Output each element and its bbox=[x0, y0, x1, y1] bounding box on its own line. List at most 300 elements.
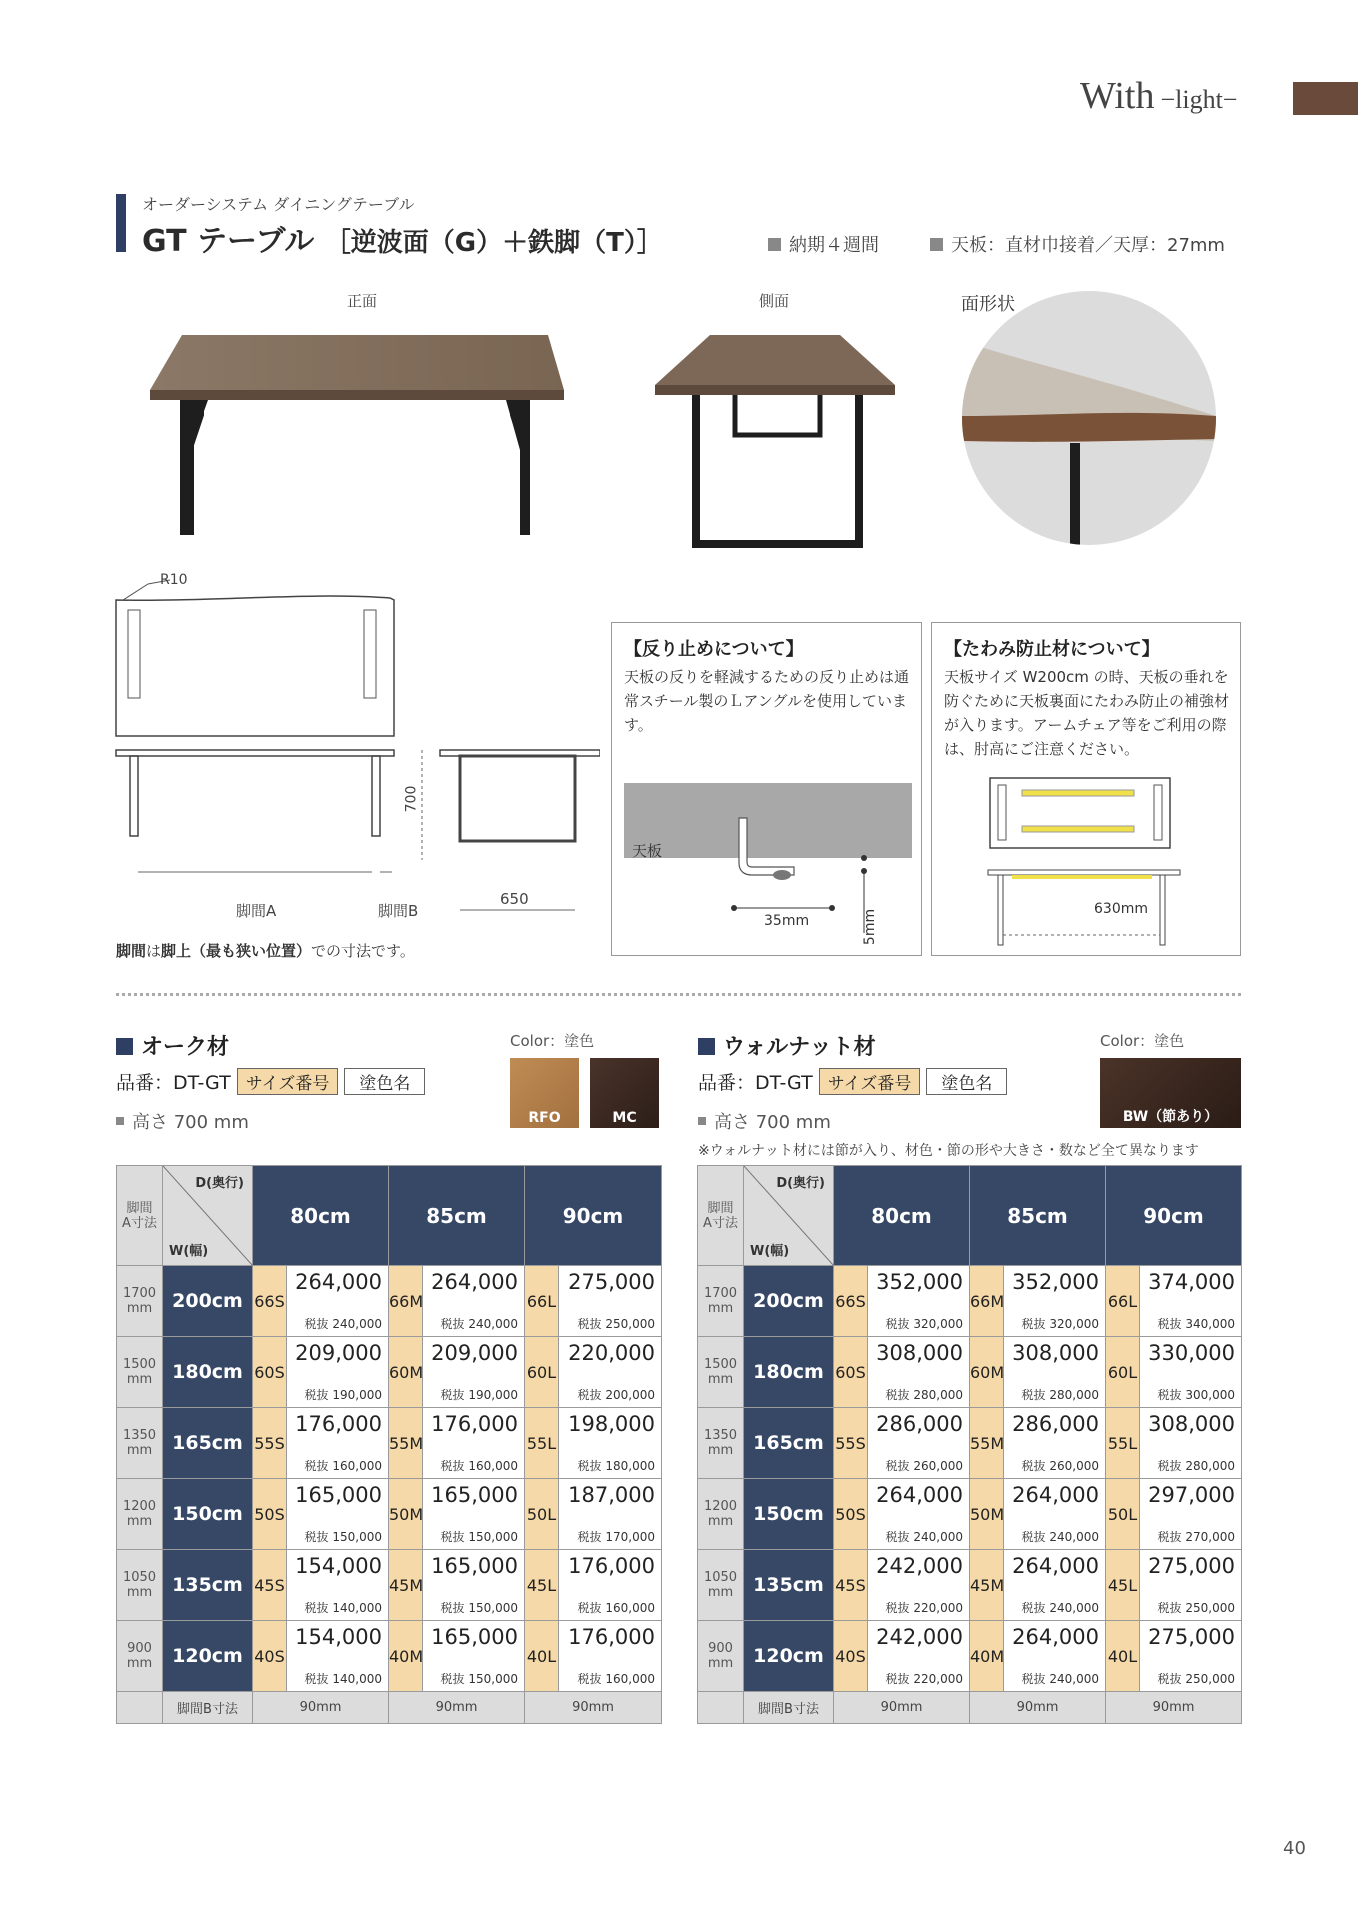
price-incl-tax: 165,000 bbox=[295, 1483, 382, 1507]
width-cell: 135cm bbox=[744, 1550, 834, 1621]
a-dim-cell bbox=[117, 1550, 163, 1621]
oak-heading-text: オーク材 bbox=[141, 1035, 230, 1060]
price-excl-tax: 税抜 150,000 bbox=[440, 1530, 518, 1544]
price-incl-tax: 242,000 bbox=[876, 1625, 963, 1649]
price-incl-tax: 264,000 bbox=[431, 1270, 518, 1294]
price-cell bbox=[868, 1621, 970, 1692]
foot-empty bbox=[698, 1692, 744, 1724]
price-excl-tax: 税抜 250,000 bbox=[1157, 1601, 1235, 1615]
size-code: 66S bbox=[253, 1266, 287, 1337]
price-cell bbox=[868, 1408, 970, 1479]
price-incl-tax: 264,000 bbox=[876, 1483, 963, 1507]
oak-price-table bbox=[116, 1165, 662, 1724]
size-code: 60L bbox=[1106, 1337, 1140, 1408]
price-cell bbox=[1140, 1479, 1242, 1550]
size-code: 60S bbox=[834, 1337, 868, 1408]
front-view-label: 正面 bbox=[347, 292, 378, 310]
price-excl-tax: 税抜 260,000 bbox=[1021, 1459, 1099, 1473]
price-incl-tax: 264,000 bbox=[1012, 1483, 1099, 1507]
a-dim-unit: mm bbox=[707, 1372, 734, 1387]
price-cell bbox=[868, 1550, 970, 1621]
price-incl-tax: 374,000 bbox=[1148, 1270, 1235, 1294]
a-dim-value: 1350 bbox=[703, 1428, 738, 1443]
price-cell bbox=[868, 1479, 970, 1550]
price-cell bbox=[1004, 1408, 1106, 1479]
price-excl-tax: 税抜 160,000 bbox=[577, 1672, 655, 1686]
dim-5mm: 5mm bbox=[862, 908, 879, 946]
price-excl-tax: 税抜 240,000 bbox=[440, 1317, 518, 1331]
price-incl-tax: 352,000 bbox=[876, 1270, 963, 1294]
price-incl-tax: 176,000 bbox=[295, 1412, 382, 1436]
size-code: 66M bbox=[389, 1266, 423, 1337]
price-excl-tax: 税抜 280,000 bbox=[1157, 1459, 1235, 1473]
price-excl-tax: 税抜 240,000 bbox=[304, 1317, 382, 1331]
table-row bbox=[117, 1266, 662, 1337]
price-cell bbox=[287, 1266, 389, 1337]
foot-value: 90mm bbox=[1106, 1692, 1242, 1724]
a-dim-unit: mm bbox=[126, 1301, 153, 1316]
price-incl-tax: 275,000 bbox=[1148, 1554, 1235, 1578]
oak-height bbox=[116, 1108, 249, 1134]
price-incl-tax: 242,000 bbox=[876, 1554, 963, 1578]
a-dim-value: 1500 bbox=[122, 1357, 157, 1372]
table-row bbox=[117, 1479, 662, 1550]
price-incl-tax: 187,000 bbox=[568, 1483, 655, 1507]
price-excl-tax: 税抜 140,000 bbox=[304, 1672, 382, 1686]
a-dim-cell bbox=[698, 1550, 744, 1621]
price-cell bbox=[1004, 1266, 1106, 1337]
a-dim-cell bbox=[117, 1337, 163, 1408]
walnut-height bbox=[698, 1108, 831, 1134]
price-cell bbox=[559, 1408, 662, 1479]
price-excl-tax: 税抜 200,000 bbox=[577, 1388, 655, 1402]
price-cell bbox=[287, 1550, 389, 1621]
side-table-image bbox=[650, 330, 905, 560]
oak-swatch-rfo: RFO bbox=[510, 1058, 579, 1128]
size-code: 55S bbox=[253, 1408, 287, 1479]
a-dim-unit: mm bbox=[707, 1514, 734, 1529]
price-excl-tax: 税抜 220,000 bbox=[885, 1601, 963, 1615]
width-cell: 120cm bbox=[163, 1621, 253, 1692]
d-label: D(奥行) bbox=[776, 1176, 825, 1191]
price-incl-tax: 165,000 bbox=[431, 1554, 518, 1578]
col-header: 85cm bbox=[389, 1166, 525, 1266]
size-code: 50M bbox=[970, 1479, 1004, 1550]
size-code: 55M bbox=[389, 1408, 423, 1479]
foot-label: 脚間B寸法 bbox=[163, 1692, 253, 1724]
price-incl-tax: 286,000 bbox=[876, 1412, 963, 1436]
edge-view-label: 面形状 bbox=[961, 294, 1015, 315]
width-cell: 150cm bbox=[163, 1479, 253, 1550]
table-row bbox=[698, 1550, 1242, 1621]
square-icon bbox=[768, 238, 781, 251]
price-cell bbox=[423, 1337, 525, 1408]
size-code: 40L bbox=[1106, 1621, 1140, 1692]
width-cell: 150cm bbox=[744, 1479, 834, 1550]
a-label2: A寸法 bbox=[703, 1215, 738, 1231]
size-code: 60M bbox=[389, 1337, 423, 1408]
price-incl-tax: 308,000 bbox=[1148, 1412, 1235, 1436]
side-view-label: 側面 bbox=[759, 292, 790, 310]
a-dim-value: 1700 bbox=[122, 1286, 157, 1301]
price-excl-tax: 税抜 250,000 bbox=[1157, 1672, 1235, 1686]
size-code: 50L bbox=[525, 1479, 559, 1550]
table-row bbox=[698, 1479, 1242, 1550]
oak-heading bbox=[116, 1030, 229, 1061]
price-excl-tax: 税抜 300,000 bbox=[1157, 1388, 1235, 1402]
a-dim-value: 1500 bbox=[703, 1357, 738, 1372]
width-cell: 180cm bbox=[163, 1337, 253, 1408]
price-cell bbox=[1004, 1337, 1106, 1408]
price-excl-tax: 税抜 280,000 bbox=[885, 1388, 963, 1402]
table-row bbox=[698, 1408, 1242, 1479]
square-icon bbox=[116, 1038, 133, 1055]
price-cell bbox=[868, 1337, 970, 1408]
price-cell bbox=[1140, 1408, 1242, 1479]
price-incl-tax: 165,000 bbox=[431, 1625, 518, 1649]
a-dim-unit: mm bbox=[126, 1443, 153, 1458]
foot-value: 90mm bbox=[525, 1692, 662, 1724]
price-incl-tax: 154,000 bbox=[295, 1554, 382, 1578]
price-excl-tax: 税抜 150,000 bbox=[440, 1672, 518, 1686]
square-icon bbox=[116, 1117, 124, 1125]
a-dim-header bbox=[698, 1166, 744, 1266]
size-code: 50L bbox=[1106, 1479, 1140, 1550]
a-dim-unit: mm bbox=[126, 1372, 153, 1387]
price-cell bbox=[559, 1337, 662, 1408]
size-code: 50S bbox=[253, 1479, 287, 1550]
walnut-price-table bbox=[697, 1165, 1242, 1724]
price-incl-tax: 176,000 bbox=[431, 1412, 518, 1436]
a-dim-cell bbox=[117, 1621, 163, 1692]
price-excl-tax: 税抜 280,000 bbox=[1021, 1388, 1099, 1402]
price-excl-tax: 税抜 190,000 bbox=[440, 1388, 518, 1402]
size-code: 40L bbox=[525, 1621, 559, 1692]
a-label2: A寸法 bbox=[122, 1215, 157, 1231]
foot-value: 90mm bbox=[970, 1692, 1106, 1724]
price-excl-tax: 税抜 240,000 bbox=[1021, 1672, 1099, 1686]
a-dim-value: 900 bbox=[708, 1641, 733, 1656]
size-code: 45M bbox=[970, 1550, 1004, 1621]
price-cell bbox=[1004, 1621, 1106, 1692]
walnut-warning: ※ウォルナット材には節が入り、材色・節の形や大きさ・数など全て異なります bbox=[698, 1143, 1199, 1159]
oak-color-label: Color：塗色 bbox=[510, 1032, 595, 1050]
table-row bbox=[117, 1408, 662, 1479]
a-dim-unit: mm bbox=[707, 1656, 734, 1671]
price-incl-tax: 198,000 bbox=[568, 1412, 655, 1436]
page-subtitle: オーダーシステム ダイニングテーブル bbox=[142, 195, 415, 214]
a-dim-value: 1700 bbox=[703, 1286, 738, 1301]
foot-value: 90mm bbox=[253, 1692, 389, 1724]
foot-value: 90mm bbox=[389, 1692, 525, 1724]
price-cell bbox=[868, 1266, 970, 1337]
width-cell: 200cm bbox=[163, 1266, 253, 1337]
col-header: 90cm bbox=[1106, 1166, 1242, 1266]
spec-delivery-text: 納期４週間 bbox=[789, 235, 879, 256]
price-excl-tax: 税抜 150,000 bbox=[304, 1530, 382, 1544]
a-dim-unit: mm bbox=[707, 1585, 734, 1600]
a-dim-unit: mm bbox=[126, 1585, 153, 1600]
front-table-image bbox=[150, 320, 580, 550]
note1-text: 天板の反りを軽減するための反り止めは通常スチール製のＬアングルを使用しています。 bbox=[624, 668, 910, 734]
size-code: 66L bbox=[1106, 1266, 1140, 1337]
deflection-diagram bbox=[982, 773, 1187, 951]
table-row bbox=[698, 1337, 1242, 1408]
price-excl-tax: 税抜 160,000 bbox=[440, 1459, 518, 1473]
size-code: 55M bbox=[970, 1408, 1004, 1479]
square-icon bbox=[930, 238, 943, 251]
a-dim-value: 1350 bbox=[122, 1428, 157, 1443]
price-incl-tax: 176,000 bbox=[568, 1625, 655, 1649]
walnut-height-text: 高さ 700 mm bbox=[714, 1112, 831, 1133]
title-sub: ［逆波面（G）＋鉄脚（T）］ bbox=[324, 228, 663, 258]
price-cell bbox=[1004, 1550, 1106, 1621]
oak-product-text: 品番：DT-GT bbox=[116, 1072, 231, 1094]
a-dim-header bbox=[117, 1166, 163, 1266]
price-incl-tax: 330,000 bbox=[1148, 1341, 1235, 1365]
width-cell: 165cm bbox=[163, 1408, 253, 1479]
price-excl-tax: 税抜 150,000 bbox=[440, 1601, 518, 1615]
size-code: 40S bbox=[834, 1621, 868, 1692]
dw-corner bbox=[163, 1166, 253, 1266]
leg-note bbox=[116, 940, 415, 961]
leg-a-label: 脚間A bbox=[236, 902, 277, 920]
price-incl-tax: 308,000 bbox=[876, 1341, 963, 1365]
title-main: GT テーブル bbox=[142, 224, 315, 259]
price-incl-tax: 286,000 bbox=[1012, 1412, 1099, 1436]
price-cell bbox=[1004, 1479, 1106, 1550]
a-dim-value: 1050 bbox=[703, 1570, 738, 1585]
a-dim-unit: mm bbox=[707, 1443, 734, 1458]
leg-b-label: 脚間B bbox=[378, 902, 419, 920]
page-number: 40 bbox=[1283, 1838, 1306, 1859]
price-cell bbox=[1140, 1266, 1242, 1337]
price-excl-tax: 税抜 240,000 bbox=[1021, 1601, 1099, 1615]
walnut-swatch-bw: BW（節あり） bbox=[1100, 1058, 1241, 1128]
brand-main: With bbox=[1080, 75, 1155, 117]
d-label: D(奥行) bbox=[195, 1176, 244, 1191]
price-incl-tax: 209,000 bbox=[431, 1341, 518, 1365]
price-excl-tax: 税抜 240,000 bbox=[1021, 1530, 1099, 1544]
col-header: 85cm bbox=[970, 1166, 1106, 1266]
a-dim-cell bbox=[117, 1266, 163, 1337]
price-incl-tax: 297,000 bbox=[1148, 1483, 1235, 1507]
size-code: 50S bbox=[834, 1479, 868, 1550]
price-excl-tax: 税抜 270,000 bbox=[1157, 1530, 1235, 1544]
price-excl-tax: 税抜 340,000 bbox=[1157, 1317, 1235, 1331]
leg-note-b1: 脚間 bbox=[116, 942, 147, 960]
table-row bbox=[117, 1550, 662, 1621]
price-excl-tax: 税抜 160,000 bbox=[304, 1459, 382, 1473]
walnut-product-text: 品番：DT-GT bbox=[698, 1072, 813, 1094]
a-dim-value: 1050 bbox=[122, 1570, 157, 1585]
price-incl-tax: 275,000 bbox=[568, 1270, 655, 1294]
price-cell bbox=[1140, 1550, 1242, 1621]
a-dim-cell bbox=[117, 1408, 163, 1479]
size-code: 45L bbox=[1106, 1550, 1140, 1621]
brand-logo bbox=[1080, 74, 1237, 118]
width-cell: 120cm bbox=[744, 1621, 834, 1692]
price-excl-tax: 税抜 240,000 bbox=[885, 1530, 963, 1544]
a-dim-unit: mm bbox=[126, 1514, 153, 1529]
leg-note-p2: での寸法です。 bbox=[311, 942, 415, 960]
price-incl-tax: 154,000 bbox=[295, 1625, 382, 1649]
width-cell: 165cm bbox=[744, 1408, 834, 1479]
depth-650-label: 650 bbox=[500, 890, 529, 908]
width-cell: 180cm bbox=[744, 1337, 834, 1408]
price-incl-tax: 264,000 bbox=[295, 1270, 382, 1294]
dim-630mm: 630mm bbox=[1094, 901, 1148, 917]
a-label1: 脚間 bbox=[707, 1200, 734, 1216]
price-excl-tax: 税抜 190,000 bbox=[304, 1388, 382, 1402]
price-cell bbox=[559, 1479, 662, 1550]
price-cell bbox=[423, 1621, 525, 1692]
size-code: 45M bbox=[389, 1550, 423, 1621]
price-cell bbox=[287, 1479, 389, 1550]
walnut-heading-text: ウォルナット材 bbox=[723, 1035, 876, 1060]
dim-35mm: 35mm bbox=[764, 913, 810, 929]
spec-delivery bbox=[768, 231, 879, 257]
size-code: 60L bbox=[525, 1337, 559, 1408]
leg-note-b2: 脚上（最も狭い位置） bbox=[161, 942, 312, 960]
square-icon bbox=[698, 1038, 715, 1055]
a-dim-cell bbox=[698, 1479, 744, 1550]
r10-label: R10 bbox=[160, 572, 188, 588]
section-divider bbox=[116, 993, 1241, 996]
a-dim-cell bbox=[698, 1621, 744, 1692]
price-cell bbox=[287, 1408, 389, 1479]
a-dim-cell bbox=[698, 1337, 744, 1408]
price-cell bbox=[287, 1337, 389, 1408]
a-label1: 脚間 bbox=[126, 1200, 153, 1216]
size-code: 66L bbox=[525, 1266, 559, 1337]
title-accent-bar bbox=[116, 194, 126, 252]
price-excl-tax: 税抜 250,000 bbox=[577, 1317, 655, 1331]
price-cell bbox=[423, 1479, 525, 1550]
price-cell bbox=[559, 1621, 662, 1692]
price-excl-tax: 税抜 180,000 bbox=[577, 1459, 655, 1473]
a-dim-unit: mm bbox=[126, 1656, 153, 1671]
size-code: 55L bbox=[525, 1408, 559, 1479]
leg-note-p1: は bbox=[146, 942, 162, 960]
height-700-label: 700 bbox=[403, 785, 420, 813]
table-row bbox=[117, 1337, 662, 1408]
price-cell bbox=[1140, 1337, 1242, 1408]
size-code: 45S bbox=[253, 1550, 287, 1621]
a-dim-unit: mm bbox=[707, 1301, 734, 1316]
price-excl-tax: 税抜 170,000 bbox=[577, 1530, 655, 1544]
walnut-heading bbox=[698, 1030, 876, 1061]
price-excl-tax: 税抜 220,000 bbox=[885, 1672, 963, 1686]
walnut-color-tag: 塗色名 bbox=[926, 1068, 1007, 1095]
table-row bbox=[698, 1621, 1242, 1692]
price-cell bbox=[559, 1550, 662, 1621]
size-code: 40M bbox=[389, 1621, 423, 1692]
price-incl-tax: 220,000 bbox=[568, 1341, 655, 1365]
a-dim-cell bbox=[698, 1266, 744, 1337]
size-code: 66M bbox=[970, 1266, 1004, 1337]
price-cell bbox=[287, 1621, 389, 1692]
brand-bar bbox=[1293, 82, 1358, 115]
size-code: 55L bbox=[1106, 1408, 1140, 1479]
foot-value: 90mm bbox=[834, 1692, 970, 1724]
col-header: 90cm bbox=[525, 1166, 662, 1266]
table-row bbox=[117, 1621, 662, 1692]
size-code: 60S bbox=[253, 1337, 287, 1408]
walnut-size-tag: サイズ番号 bbox=[819, 1068, 921, 1095]
price-incl-tax: 264,000 bbox=[1012, 1554, 1099, 1578]
price-cell bbox=[423, 1408, 525, 1479]
price-incl-tax: 352,000 bbox=[1012, 1270, 1099, 1294]
a-dim-cell bbox=[698, 1408, 744, 1479]
price-excl-tax: 税抜 260,000 bbox=[885, 1459, 963, 1473]
price-excl-tax: 税抜 140,000 bbox=[304, 1601, 382, 1615]
price-incl-tax: 275,000 bbox=[1148, 1625, 1235, 1649]
oak-color-tag: 塗色名 bbox=[344, 1068, 425, 1095]
spec-top-text: 天板：直材巾接着／天厚：27mm bbox=[951, 235, 1225, 256]
note-box-warp bbox=[611, 622, 922, 956]
price-cell bbox=[423, 1266, 525, 1337]
walnut-color-label: Color：塗色 bbox=[1100, 1032, 1185, 1050]
size-code: 50M bbox=[389, 1479, 423, 1550]
foot-label: 脚間B寸法 bbox=[744, 1692, 834, 1724]
price-incl-tax: 176,000 bbox=[568, 1554, 655, 1578]
spec-top bbox=[930, 231, 1225, 257]
w-label: W(幅) bbox=[750, 1244, 790, 1259]
price-incl-tax: 165,000 bbox=[431, 1483, 518, 1507]
price-cell bbox=[423, 1550, 525, 1621]
size-code: 40S bbox=[253, 1621, 287, 1692]
size-code: 60M bbox=[970, 1337, 1004, 1408]
oak-height-text: 高さ 700 mm bbox=[132, 1112, 249, 1133]
table-row bbox=[698, 1266, 1242, 1337]
tenban-label: 天板 bbox=[632, 842, 663, 860]
col-header: 80cm bbox=[253, 1166, 389, 1266]
foot-empty bbox=[117, 1692, 163, 1724]
oak-size-tag: サイズ番号 bbox=[237, 1068, 339, 1095]
edge-detail-image bbox=[962, 291, 1216, 545]
walnut-product-code bbox=[698, 1068, 1007, 1095]
a-dim-value: 1200 bbox=[122, 1499, 157, 1514]
price-excl-tax: 税抜 320,000 bbox=[1021, 1317, 1099, 1331]
note2-title: 【たわみ防止材について】 bbox=[944, 639, 1160, 660]
width-cell: 135cm bbox=[163, 1550, 253, 1621]
size-code: 45L bbox=[525, 1550, 559, 1621]
col-header: 80cm bbox=[834, 1166, 970, 1266]
size-code: 66S bbox=[834, 1266, 868, 1337]
price-excl-tax: 税抜 320,000 bbox=[885, 1317, 963, 1331]
price-incl-tax: 264,000 bbox=[1012, 1625, 1099, 1649]
a-dim-cell bbox=[117, 1479, 163, 1550]
page-title bbox=[142, 216, 663, 260]
size-code: 40M bbox=[970, 1621, 1004, 1692]
width-cell: 200cm bbox=[744, 1266, 834, 1337]
price-cell bbox=[559, 1266, 662, 1337]
dw-corner bbox=[744, 1166, 834, 1266]
square-icon bbox=[698, 1117, 706, 1125]
w-label: W(幅) bbox=[169, 1244, 209, 1259]
size-code: 55S bbox=[834, 1408, 868, 1479]
price-cell bbox=[1140, 1621, 1242, 1692]
a-dim-value: 900 bbox=[127, 1641, 152, 1656]
size-code: 45S bbox=[834, 1550, 868, 1621]
price-excl-tax: 税抜 160,000 bbox=[577, 1601, 655, 1615]
note-box-deflection bbox=[931, 622, 1241, 956]
oak-swatch-mc: MC bbox=[590, 1058, 659, 1128]
note1-title: 【反り止めについて】 bbox=[624, 639, 804, 660]
price-incl-tax: 209,000 bbox=[295, 1341, 382, 1365]
note2-text: 天板サイズ W200cm の時、天板の垂れを防ぐために天板裏面にたわみ防止の補強材が入ります。アームチェア等をご利用の際は、肘高にご注意ください。 bbox=[944, 668, 1230, 758]
